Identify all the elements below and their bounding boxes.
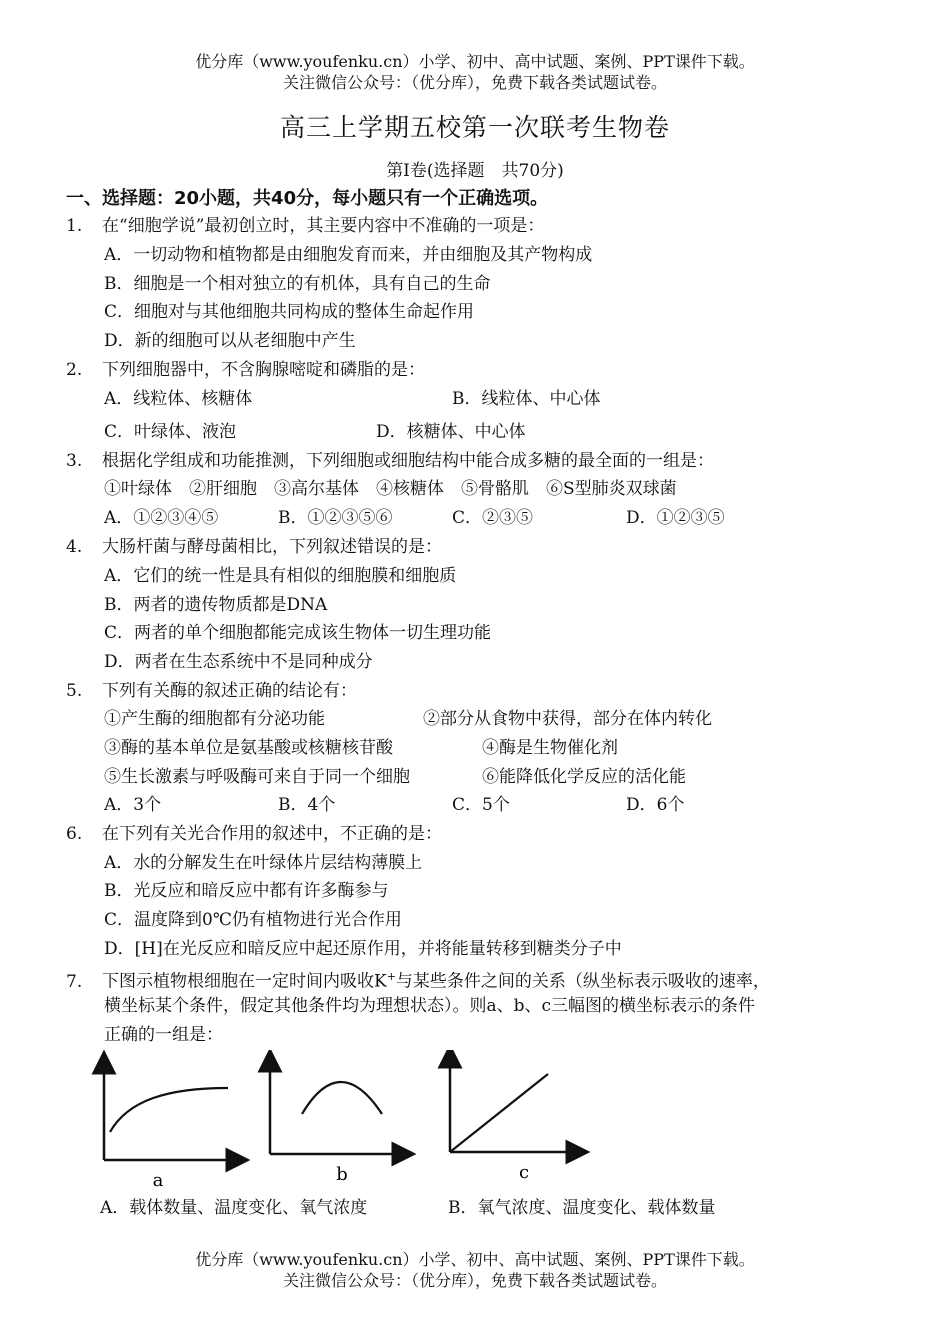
q7-stem-3: 正确的一组是：: [104, 1025, 223, 1045]
q6-option-b: B．光反应和暗反应中都有许多酶参与: [104, 881, 389, 901]
q2-option-d: D．核糖体、中心体: [376, 422, 526, 442]
q5-item-3: ③酶的基本单位是氨基酸或核糖核苷酸: [104, 738, 393, 758]
graph-c-label: c: [518, 1162, 530, 1183]
question-number: 2.: [66, 360, 83, 380]
question-5: [66, 680, 357, 702]
q5-item-4: ④酶是生物催化剂: [482, 738, 618, 758]
q7-option-b: B．氧气浓度、温度变化、载体数量: [448, 1198, 716, 1218]
q3-option-c: C．②③⑤: [452, 508, 534, 528]
q5-item-6: ⑥能降低化学反应的活化能: [482, 767, 686, 787]
q4-option-d: D．两者在生态系统中不是同种成分: [104, 652, 373, 672]
q2-option-a: A．线粒体、核糖体: [104, 389, 253, 409]
q1-option-d: D．新的细胞可以从老细胞中产生: [104, 331, 356, 351]
q5-item-2: ②部分从食物中获得，部分在体内转化: [423, 709, 712, 729]
header-line-2: 关注微信公众号：（优分库），免费下载各类试题试卷。: [282, 73, 667, 92]
question-4: [66, 536, 442, 558]
q7-graphs-figure: [88, 1050, 608, 1190]
question-stem: 下列有关酶的叙述正确的结论有：: [102, 681, 357, 701]
graph-b: [270, 1060, 404, 1185]
question-number: 5.: [66, 681, 83, 701]
question-stem: 在“细胞学说”最初创立时，其主要内容中不准确的一项是：: [102, 216, 545, 236]
q6-option-c: C．温度降到0℃仍有植物进行光合作用: [104, 910, 402, 930]
q5-option-d: D．6个: [626, 795, 685, 815]
q4-option-b: B．两者的遗传物质都是DNA: [104, 595, 328, 615]
footer-line-1: 优分库（www.youfenku.cn）小学、初中、高中试题、案例、PPT课件下载。: [195, 1250, 755, 1269]
question-stem: 大肠杆菌与酵母菌相比，下列叙述错误的是：: [102, 537, 442, 557]
question-stem: 在下列有关光合作用的叙述中，不正确的是：: [102, 824, 442, 844]
question-stem-1b: 与某些条件之间的关系（纵坐标表示吸收的速率，: [395, 971, 770, 992]
page-title: 高三上学期五校第一次联考生物卷: [279, 113, 670, 142]
q3-option-b: B．①②③⑤⑥: [278, 508, 393, 528]
q3-items: ①叶绿体 ②肝细胞 ③高尔基体 ④核糖体 ⑤骨骼肌 ⑥S型肺炎双球菌: [104, 479, 677, 499]
q4-option-a: A．它们的统一性是具有相似的细胞膜和细胞质: [104, 566, 457, 586]
section-subtitle: 第Ⅰ卷(选择题 共70分): [386, 161, 564, 181]
question-number: 3.: [66, 451, 83, 471]
question-stem: 根据化学组成和功能推测，下列细胞或细胞结构中能合成多糖的最全面的一组是：: [102, 451, 714, 471]
question-2: [66, 359, 425, 381]
q2-option-c: C．叶绿体、液泡: [104, 422, 237, 442]
q7-option-a: A．载体数量、温度变化、氧气浓度: [100, 1198, 368, 1218]
question-stem-1: 下图示植物根细胞在一定时间内吸收K: [102, 971, 387, 992]
q3-option-a: A．①②③④⑤: [104, 508, 219, 528]
graph-a: [104, 1062, 238, 1190]
q5-option-c: C．5个: [452, 795, 510, 815]
q1-option-a: A．一切动物和植物都是由细胞发育而来，并由细胞及其产物构成: [104, 245, 593, 265]
graph-b-curve: [302, 1082, 382, 1114]
q5-item-1: ①产生酶的细胞都有分泌功能: [104, 709, 325, 729]
q6-option-a: A．水的分解发生在叶绿体片层结构薄膜上: [104, 853, 423, 873]
section-heading: 一、选择题：20小题，共40分，每小题只有一个正确选项。: [66, 188, 549, 209]
question-number: 1.: [66, 216, 83, 236]
superscript-plus: +: [386, 970, 396, 983]
graph-a-curve: [110, 1088, 228, 1132]
footer-line-2: 关注微信公众号：（优分库），免费下载各类试题试卷。: [282, 1271, 667, 1290]
q4-option-c: C．两者的单个细胞都能完成该生物体一切生理功能: [104, 623, 492, 643]
question-6: [66, 823, 442, 845]
q1-option-c: C．细胞对与其他细胞共同构成的整体生命起作用: [104, 302, 475, 322]
q7-stem-2: 横坐标某个条件，假定其他条件均为理想状态）。则a、b、c三幅图的横坐标表示的条件: [104, 996, 756, 1016]
q5-item-5: ⑤生长激素与呼吸酶可来自于同一个细胞: [104, 767, 410, 787]
q1-option-b: B．细胞是一个相对独立的有机体，具有自己的生命: [104, 274, 491, 294]
graph-b-label: b: [336, 1164, 348, 1185]
question-number: 4.: [66, 537, 83, 557]
question-7: [66, 966, 770, 993]
q7-graphs: [88, 1050, 608, 1194]
question-1: [66, 215, 544, 237]
q5-option-a: A．3个: [104, 795, 162, 815]
graph-c: [450, 1056, 578, 1183]
question-stem: 下列细胞器中，不含胸腺嘧啶和磷脂的是：: [102, 360, 425, 380]
q5-option-b: B．4个: [278, 795, 336, 815]
question-3: [66, 450, 714, 472]
graph-a-label: a: [152, 1170, 164, 1190]
q2-option-b: B．线粒体、中心体: [452, 389, 601, 409]
header-line-1: 优分库（www.youfenku.cn）小学、初中、高中试题、案例、PPT课件下载。: [195, 52, 755, 71]
question-number: 6.: [66, 824, 83, 844]
graph-c-line: [450, 1074, 548, 1152]
q6-option-d: D．[H]在光反应和暗反应中起还原作用，并将能量转移到糖类分子中: [104, 939, 622, 959]
question-number: 7.: [66, 971, 83, 992]
q3-option-d: D．①②③⑤: [626, 508, 725, 528]
